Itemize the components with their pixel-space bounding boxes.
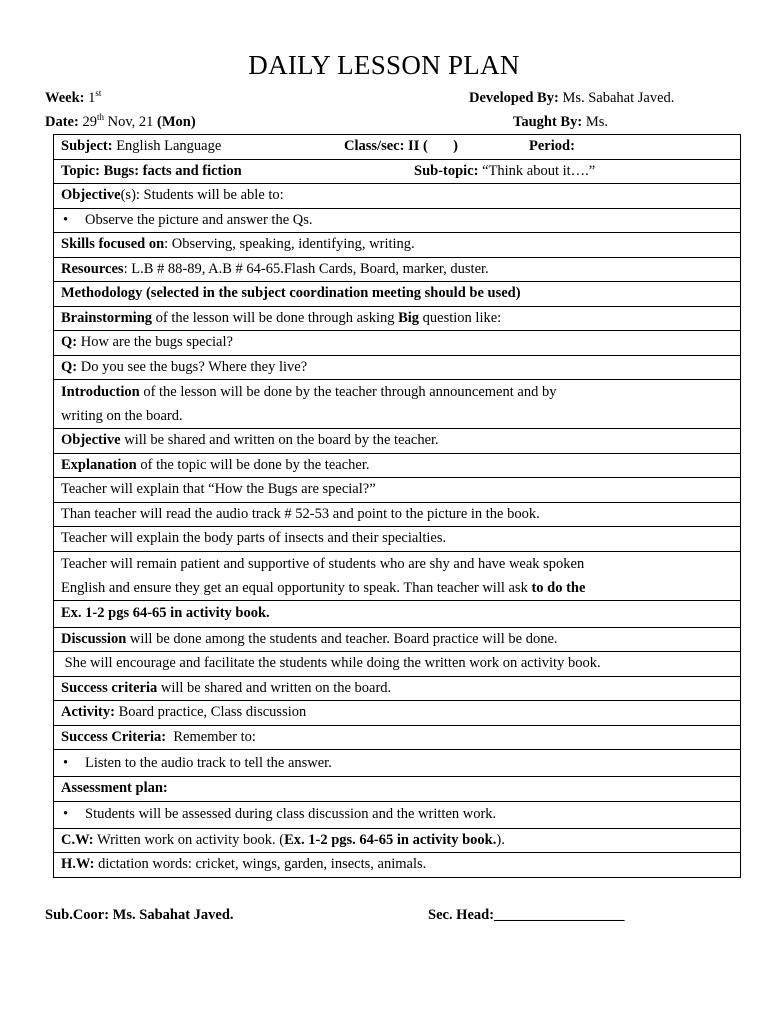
period-section (529, 135, 575, 158)
teacher-text-4: Teacher will remain patient and supportive of students who are shy and have weak spoken (61, 555, 585, 572)
bullet-icon: • (63, 211, 69, 228)
teacher-text-5-bold: to do the (531, 579, 586, 596)
brainstorming-end: question like: (419, 309, 502, 326)
taught-label: Taught By: (513, 114, 583, 130)
section-head-signature: Sec. Head:__________________ (428, 907, 625, 923)
resources-label: Resources (61, 260, 124, 277)
resources-value: : L.B # 88-89, A.B # 64-65.Flash Cards, Board, marker, duster. (123, 260, 489, 277)
hw-value: dictation words: cricket, wings, garden, insects, animals. (94, 856, 427, 873)
assessment-item-row (54, 801, 741, 828)
teacher-text-3: Teacher will explain the body parts of insects and their specialties. (54, 527, 741, 552)
objective-shared-label: Objective (61, 432, 121, 449)
discussion-row (54, 627, 741, 652)
class-value: II ( ) (408, 138, 458, 154)
assessment-item: Students will be assessed during class discussion and the written work. (85, 806, 497, 822)
activity-label: Activity: (61, 704, 115, 721)
objective-item: Observe the picture and answer the Qs. (85, 211, 313, 228)
introduction-line-2: writing on the board. (61, 408, 183, 424)
question-2-row (54, 355, 741, 380)
success-rest: will be shared and written on the board. (157, 679, 392, 696)
page-title: DAILY LESSON PLAN (248, 50, 520, 80)
topic-label: Topic: Bugs: facts and fiction (61, 162, 242, 179)
date-day: 29 (82, 114, 97, 130)
sc-value: Remember to: (166, 728, 256, 745)
introduction-row (54, 380, 741, 429)
assessment-row (54, 777, 741, 802)
teacher-text-1: Teacher will explain that “How the Bugs are special?” (54, 478, 741, 503)
objective-row (54, 184, 741, 209)
developed-value: Ms. Sabahat Javed. (562, 90, 675, 106)
date-label: Date: (45, 114, 79, 130)
taught-by-line (513, 114, 608, 131)
subtopic-value: “Think about it….” (482, 162, 596, 179)
cw-plain: Written work on activity book. ( (93, 831, 285, 848)
objective-rest: (s): Students will be able to: (120, 187, 284, 204)
week-line (45, 90, 101, 107)
methodology-text: Methodology (selected in the subject coordination meeting should be used) (61, 285, 521, 302)
bullet-icon: • (63, 754, 69, 771)
activity-value: Board practice, Class discussion (114, 704, 307, 721)
question-2-text: Do you see the bugs? Where they live? (77, 358, 308, 375)
week-label: Week: (45, 90, 85, 106)
cw-end: ). (496, 831, 505, 848)
activity-row (54, 701, 741, 726)
bullet-icon: • (63, 806, 69, 822)
lesson-plan-table (53, 134, 741, 878)
methodology-row (54, 282, 741, 307)
success-label: Success criteria (61, 679, 158, 696)
question-1-label: Q: (61, 334, 78, 351)
period-label: Period: (529, 138, 575, 154)
question-1-row (54, 331, 741, 356)
question-1-text: How are the bugs special? (77, 334, 233, 351)
sc-remember-row (54, 725, 741, 750)
hw-label: H.W: (61, 856, 95, 873)
subject-row (54, 135, 741, 160)
date-sup: th (96, 112, 104, 123)
sc-item: Listen to the audio track to tell the answer. (85, 754, 332, 771)
skills-row (54, 233, 741, 258)
explanation-label: Explanation (61, 456, 137, 473)
topic-row (54, 159, 741, 184)
resources-row (54, 257, 741, 282)
skills-value: : Observing, speaking, identifying, writing. (164, 236, 415, 253)
discussion-label: Discussion (61, 630, 127, 647)
taught-value: Ms. (585, 114, 608, 130)
hw-row (54, 853, 741, 878)
sub-coordinator-signature: Sub.Coor: Ms. Sabahat Javed. (45, 907, 234, 923)
brainstorming-label: Brainstorming (61, 309, 153, 326)
discussion-rest: will be done among the students and teacher. Board practice will be done. (126, 630, 558, 647)
date-weekday: (Mon) (157, 114, 196, 130)
sc-label: Success Criteria: (61, 728, 167, 745)
objective-item-row (54, 208, 741, 233)
introduction-line-1 (61, 380, 733, 404)
objective-label: Objective (61, 187, 121, 204)
explanation-rest: of the topic will be done by the teacher. (136, 456, 370, 473)
question-2-label: Q: (61, 358, 78, 375)
objective-shared-row (54, 429, 741, 454)
teacher-text-5 (61, 576, 733, 600)
objective-shared-rest: will be shared and written on the board by the teacher. (120, 432, 439, 449)
encourage-text: She will encourage and facilitate the students while doing the written work on activity book. (54, 652, 741, 677)
introduction-label: Introduction (61, 384, 140, 400)
brainstorming-big: Big (398, 309, 420, 326)
teacher-row-4 (54, 551, 741, 600)
exercise-row (54, 600, 741, 627)
class-section (344, 135, 458, 158)
subject-label: Subject: (61, 138, 113, 155)
success-criteria-row (54, 676, 741, 701)
developed-label: Developed By: (469, 90, 559, 106)
cw-row (54, 828, 741, 853)
brainstorming-mid: of the lesson will be done through asking (152, 309, 399, 326)
cw-label: C.W: (61, 831, 94, 848)
cw-bold: Ex. 1-2 pgs. 64-65 in activity book. (284, 831, 497, 848)
brainstorming-row (54, 306, 741, 331)
teacher-text-2: Than teacher will read the audio track # 52-53 and point to the picture in the book. (54, 502, 741, 527)
teacher-row-3 (54, 527, 741, 552)
skills-label: Skills focused on (61, 236, 165, 253)
teacher-row-2 (54, 502, 741, 527)
teacher-row-1 (54, 478, 741, 503)
sc-item-row (54, 750, 741, 777)
week-sup: st (95, 88, 102, 99)
date-line (45, 114, 196, 131)
subject-value: English Language (116, 138, 222, 155)
subtopic-section (414, 160, 595, 183)
week-value: 1 (88, 90, 96, 106)
teacher-text-5-plain: English and ensure they get an equal opportunity to speak. Than teacher will ask (61, 579, 532, 596)
assessment-label: Assessment plan: (61, 780, 168, 797)
class-label: Class/sec: (344, 138, 405, 154)
exercise-text: Ex. 1-2 pgs 64-65 in activity book. (61, 605, 270, 621)
explanation-row (54, 453, 741, 478)
subtopic-label: Sub-topic: (414, 162, 479, 179)
date-rest: Nov, 21 (107, 114, 154, 130)
encourage-row (54, 652, 741, 677)
introduction-rest: of the lesson will be done by the teacher through announcement and by (139, 384, 557, 400)
developed-by-line (469, 90, 674, 107)
